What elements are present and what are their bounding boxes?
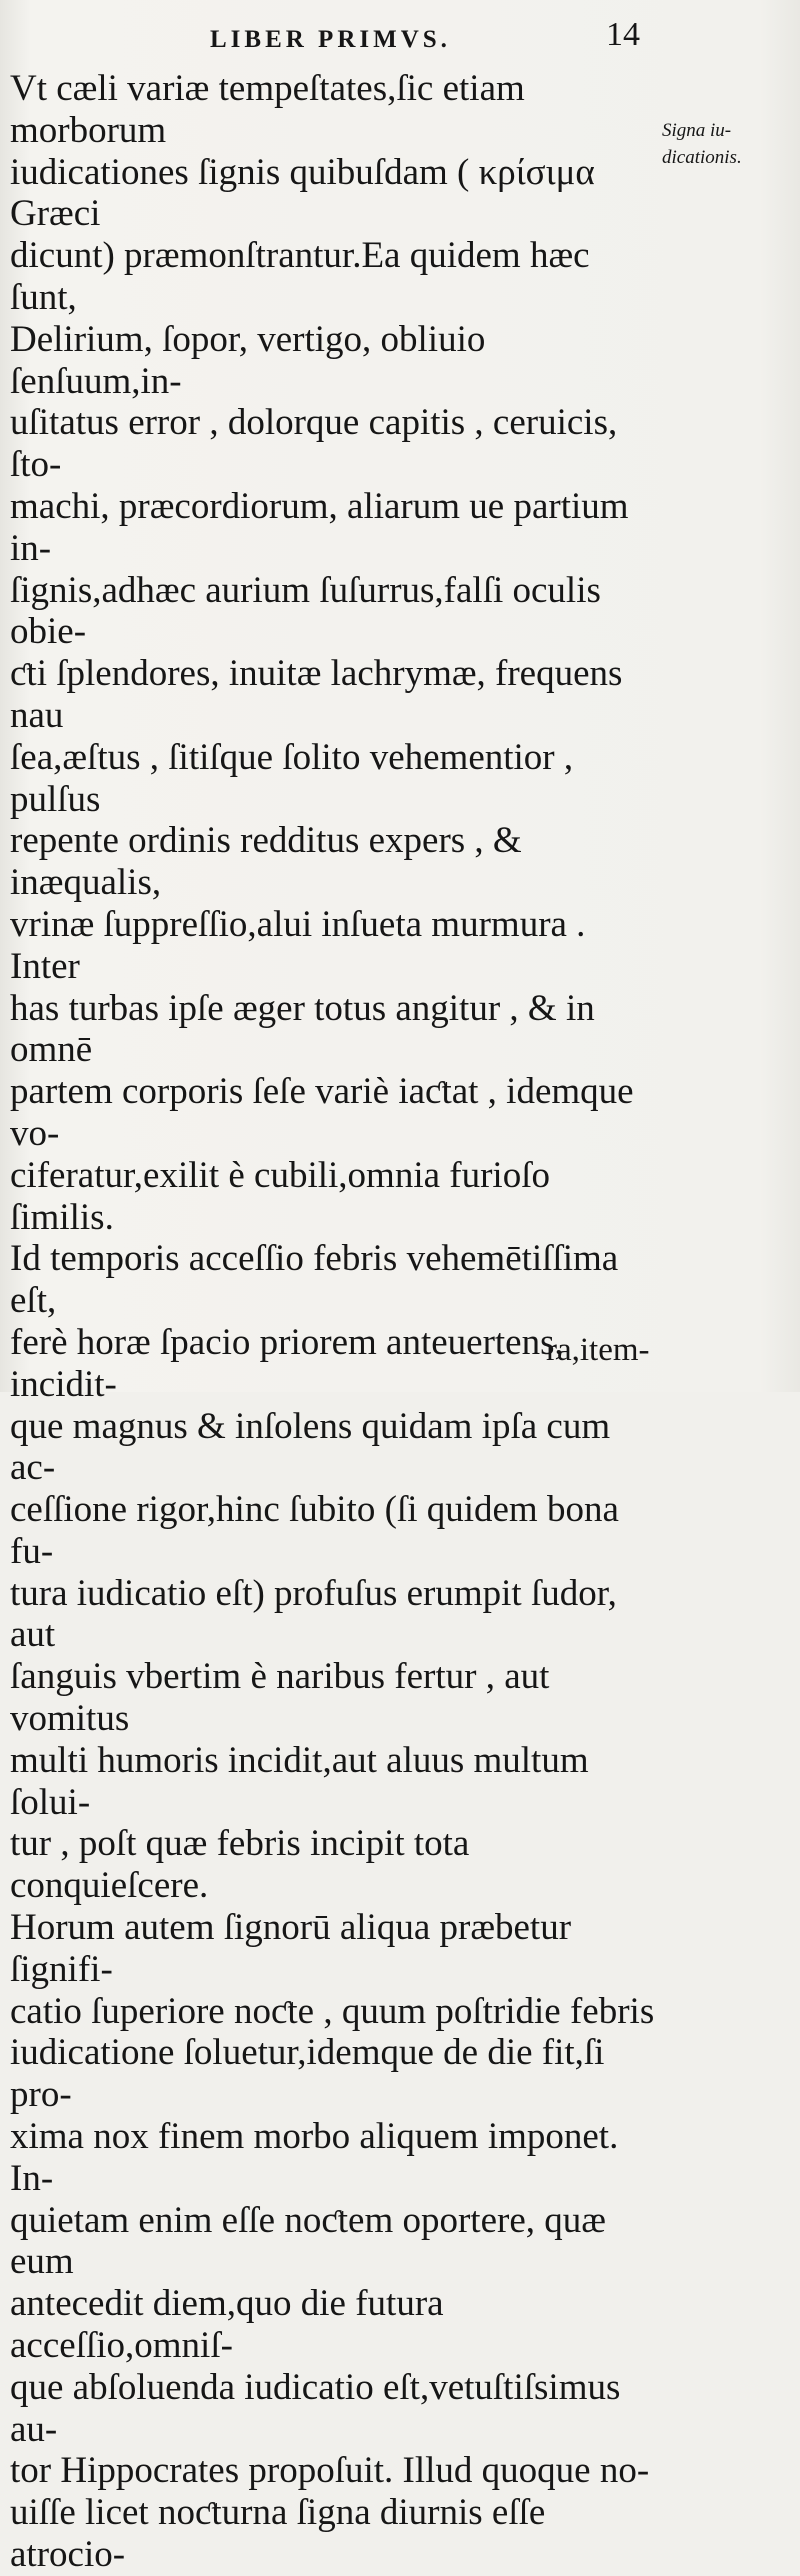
catchword: ra,item- bbox=[546, 1332, 650, 1368]
marginal-note: Signa iu- dicationis. bbox=[662, 120, 742, 168]
running-head: LIBER PRIMVS. bbox=[210, 26, 451, 53]
body-text: Vt cæli variæ tempeſtates,ſic etiam morborum iudicationes ſignis quibuſdam ( κρίσιμα Græci dicunt) præmonſtrantur.Ea quidem hæc ſunt, Delirium, ſopor, vertigo, obliuio ſenſuum,in- uſitatus error , dolorque capitis , ceruicis, ſto- machi, præcordiorum, aliarum ue partium in- ſignis,adhæc aurium ſuſurrus,falſi oculis obie- ƈti ſplendores, inuitæ lachrymæ, frequens nau ſea,æſtus , ſitiſque ſolito vehementior , pulſus repente ordinis redditus expers , & inæqualis, vrinæ ſuppreſſio,alui inſueta murmura . Inter has turbas ipſe æger totus angitur , & in omnē partem corporis ſeſe variè iaƈtat , idemque vo- ciferatur,exilit è cubili,omnia furioſo ſimilis. Id temporis acceſſio febris vehemētiſſima eſt, ferè horæ ſpacio priorem anteuertens, incidit- que magnus & inſolens quidam ipſa cum ac- ceſſione rigor,hinc ſubito (ſi quidem bona fu- tura iudicatio eſt) profuſus erumpit ſudor, aut ſanguis vbertim è naribus fertur , aut vomitus multi humoris incidit,aut aluus multum ſolui- tur , poſt quæ febris incipit tota conquieſcere. Horum autem ſignorū aliqua præbetur ſignifi- catio ſuperiore noƈte , quum poſtridie febris iudicatione ſoluetur,idemque de die fit,ſi pro- xima nox finem morbo aliquem imponet. In- quietam enim eſſe noƈtem oportere, quæ eum antecedit diem,quo die futura acceſſio,omniſ- que abſoluenda iudicatio eſt,vetuſtiſsimus au- tor Hippocrates propoſuit. Illud quoque no- uiſſe licet noƈturna ſigna diurnis eſſe atrocio- bbox=[10, 68, 655, 2576]
page-number: 14 bbox=[606, 16, 640, 53]
page-header bbox=[0, 14, 800, 58]
